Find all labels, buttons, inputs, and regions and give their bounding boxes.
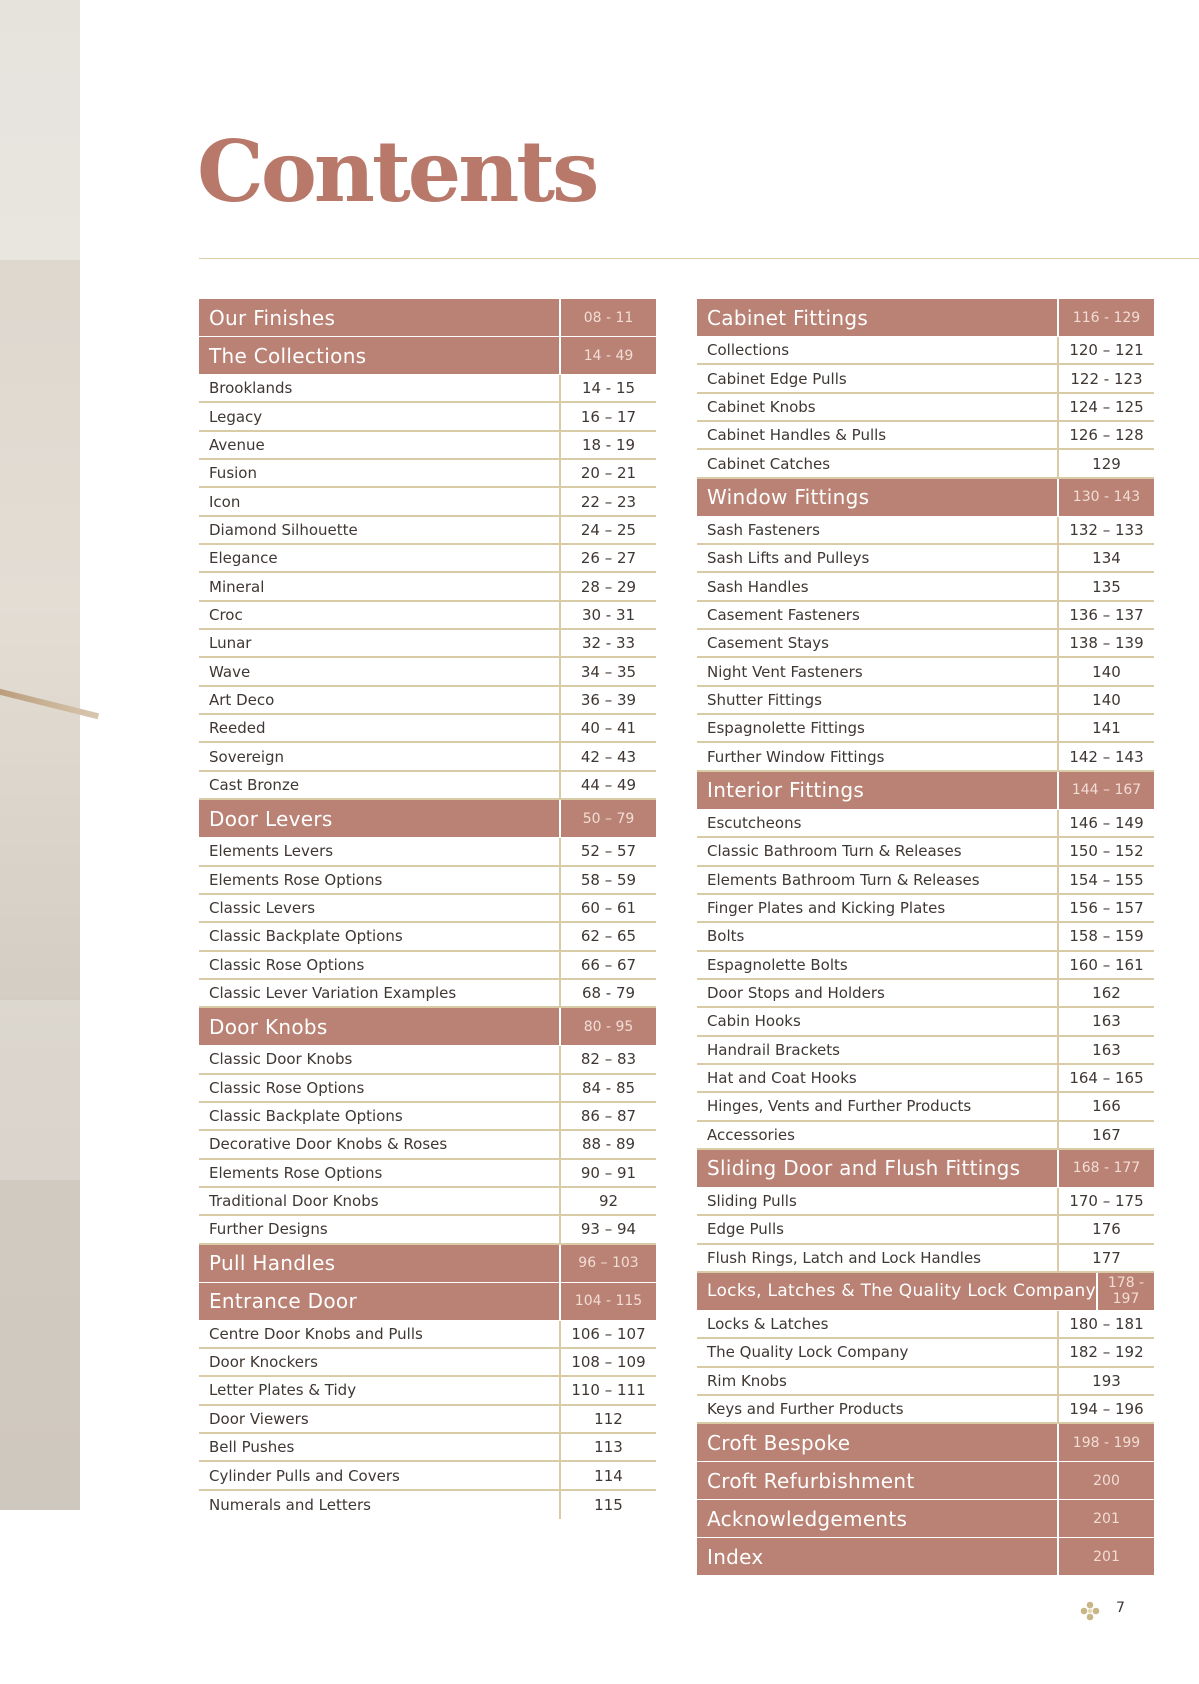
brand-emblem-icon — [1080, 1601, 1100, 1621]
entry-title: Cabinet Catches — [707, 454, 831, 473]
entry-title: Edge Pulls — [707, 1220, 784, 1239]
page-range: 140 — [1057, 687, 1154, 713]
toc-entry-row[interactable] — [697, 1216, 1154, 1244]
entry-title: Bolts — [707, 927, 745, 946]
page-range: 116 - 129 — [1057, 299, 1154, 336]
page-range: 193 — [1057, 1368, 1154, 1394]
toc-entry-row[interactable] — [697, 1188, 1154, 1216]
entry-title: Lunar — [209, 634, 252, 653]
toc-entry-row[interactable] — [697, 810, 1154, 838]
toc-entry-row[interactable] — [697, 658, 1154, 686]
page-range: 176 — [1057, 1216, 1154, 1242]
page-range: 112 — [559, 1406, 656, 1432]
entry-title: Fusion — [209, 464, 257, 483]
page-range: 150 – 152 — [1057, 838, 1154, 864]
page-range: 194 – 196 — [1057, 1396, 1154, 1422]
entry-title: Classic Backplate Options — [209, 927, 403, 946]
entry-title: Door Knockers — [209, 1353, 318, 1372]
toc-entry-row[interactable] — [697, 337, 1154, 365]
entry-title: Accessories — [707, 1125, 795, 1144]
entry-title: Rim Knobs — [707, 1371, 787, 1390]
page-range: 162 — [1057, 980, 1154, 1006]
page-range: 122 - 123 — [1057, 365, 1154, 391]
toc-section-row[interactable] — [697, 1538, 1154, 1575]
page-range: 60 – 61 — [559, 895, 656, 921]
page-range: 120 – 121 — [1057, 337, 1154, 363]
toc-entry-row[interactable] — [697, 687, 1154, 715]
page-range: 110 – 111 — [559, 1377, 656, 1403]
entry-title: Escutcheons — [707, 813, 802, 832]
entry-title: Casement Fasteners — [707, 605, 860, 624]
toc-entry-row[interactable] — [199, 1462, 656, 1490]
toc-entry-row[interactable] — [697, 602, 1154, 630]
toc-entry-row[interactable] — [697, 1093, 1154, 1121]
entry-title: Further Designs — [209, 1220, 328, 1239]
page-range: 22 – 23 — [559, 488, 656, 514]
page-range: 178 - 197 — [1096, 1273, 1154, 1310]
page-range: 88 - 89 — [559, 1131, 656, 1157]
entry-title: Keys and Further Products — [707, 1400, 904, 1419]
section-title: Locks, Latches & The Quality Lock Company — [707, 1281, 1096, 1302]
toc-entry-row[interactable] — [199, 1321, 656, 1349]
section-title: Pull Handles — [209, 1251, 336, 1276]
section-title: Door Knobs — [209, 1014, 328, 1039]
page-range: 16 – 17 — [559, 403, 656, 429]
page-range: 138 – 139 — [1057, 630, 1154, 656]
toc-left-column — [199, 299, 656, 1519]
toc-entry-row[interactable] — [199, 602, 656, 630]
page-range: 163 — [1057, 1037, 1154, 1063]
entry-title: Letter Plates & Tidy — [209, 1381, 357, 1400]
entry-title: Sash Handles — [707, 577, 809, 596]
page-range: 104 - 115 — [559, 1283, 656, 1320]
entry-title: Door Stops and Holders — [707, 984, 885, 1003]
toc-entry-row[interactable] — [697, 923, 1154, 951]
toc-entry-row[interactable] — [697, 450, 1154, 478]
toc-entry-row[interactable] — [199, 658, 656, 686]
toc-entry-row[interactable] — [697, 1037, 1154, 1065]
page-range: 142 – 143 — [1057, 743, 1154, 769]
toc-entry-row[interactable] — [697, 1311, 1154, 1339]
page-range: 106 – 107 — [559, 1321, 656, 1347]
page-range: 26 – 27 — [559, 545, 656, 571]
page-range: 84 - 85 — [559, 1075, 656, 1101]
toc-section-row[interactable] — [199, 337, 656, 374]
page-range: 154 – 155 — [1057, 867, 1154, 893]
page-range: 130 - 143 — [1057, 479, 1154, 516]
entry-title: Casement Stays — [707, 634, 829, 653]
toc-entry-row[interactable] — [697, 1245, 1154, 1273]
toc-entry-row[interactable] — [697, 838, 1154, 866]
entry-title: Night Vent Fasteners — [707, 662, 863, 681]
page-range: 113 — [559, 1434, 656, 1460]
page-range: 140 — [1057, 658, 1154, 684]
toc-entry-row[interactable] — [697, 952, 1154, 980]
page-title: Contents — [197, 122, 597, 221]
entry-title: Elements Rose Options — [209, 1163, 383, 1182]
section-title: Cabinet Fittings — [707, 305, 869, 330]
photo-highlight — [0, 0, 80, 260]
toc-entry-row[interactable] — [199, 743, 656, 771]
toc-entry-row[interactable] — [697, 1368, 1154, 1396]
entry-title: Wave — [209, 662, 251, 681]
entry-title: Handrail Brackets — [707, 1040, 840, 1059]
title-divider — [199, 258, 1199, 259]
toc-section-row[interactable] — [697, 299, 1154, 336]
entry-title: Croc — [209, 605, 243, 624]
entry-title: Classic Rose Options — [209, 955, 365, 974]
entry-title: Icon — [209, 492, 241, 511]
toc-section-row[interactable] — [697, 479, 1154, 516]
toc-entry-row[interactable] — [697, 422, 1154, 450]
entry-title: Diamond Silhouette — [209, 520, 358, 539]
entry-title: Classic Lever Variation Examples — [209, 984, 457, 1003]
page-range: 58 – 59 — [559, 867, 656, 893]
photo-highlight — [0, 1000, 80, 1180]
toc-entry-row[interactable] — [199, 1131, 656, 1159]
entry-title: Sovereign — [209, 747, 285, 766]
page-range: 68 - 79 — [559, 980, 656, 1006]
page-range: 201 — [1057, 1538, 1154, 1575]
toc-entry-row[interactable] — [199, 1491, 656, 1519]
entry-title: Classic Door Knobs — [209, 1050, 353, 1069]
entry-title: Mineral — [209, 577, 265, 596]
page-range: 18 - 19 — [559, 432, 656, 458]
entry-title: Espagnolette Fittings — [707, 719, 865, 738]
toc-entry-row[interactable] — [199, 1406, 656, 1434]
section-title: Acknowledgements — [707, 1506, 908, 1531]
page-range: 82 – 83 — [559, 1046, 656, 1072]
toc-section-row[interactable] — [199, 800, 656, 837]
toc-section-row[interactable] — [199, 1245, 656, 1282]
toc-entry-row[interactable] — [697, 980, 1154, 1008]
entry-title: Classic Backplate Options — [209, 1107, 403, 1126]
toc-section-row[interactable] — [199, 299, 656, 336]
page-range: 180 – 181 — [1057, 1311, 1154, 1337]
entry-title: Cabinet Edge Pulls — [707, 369, 847, 388]
entry-title: Avenue — [209, 435, 265, 454]
toc-section-row[interactable] — [697, 1424, 1154, 1461]
section-title: The Collections — [209, 343, 367, 368]
toc-entry-row[interactable] — [697, 517, 1154, 545]
page-range: 32 - 33 — [559, 630, 656, 656]
section-title: Sliding Door and Flush Fittings — [707, 1156, 1021, 1181]
page-range: 160 – 161 — [1057, 952, 1154, 978]
toc-entry-row[interactable] — [697, 715, 1154, 743]
entry-title: Elements Rose Options — [209, 870, 383, 889]
page-range: 93 – 94 — [559, 1216, 656, 1242]
entry-title: Elements Levers — [209, 842, 334, 861]
page-range: 170 – 175 — [1057, 1188, 1154, 1214]
entry-title: Centre Door Knobs and Pulls — [209, 1324, 423, 1343]
toc-section-row[interactable] — [697, 1150, 1154, 1187]
entry-title: Flush Rings, Latch and Lock Handles — [707, 1248, 981, 1267]
page-range: 200 — [1057, 1462, 1154, 1499]
toc-entry-row[interactable] — [199, 432, 656, 460]
toc-entry-row[interactable] — [199, 1349, 656, 1377]
toc-right-column — [697, 299, 1154, 1576]
entry-title: Legacy — [209, 407, 263, 426]
toc-entry-row[interactable] — [697, 394, 1154, 422]
page-range: 198 - 199 — [1057, 1424, 1154, 1461]
page-range: 30 - 31 — [559, 602, 656, 628]
toc-entry-row[interactable] — [199, 1103, 656, 1131]
entry-title: Elegance — [209, 549, 278, 568]
page-range: 136 – 137 — [1057, 602, 1154, 628]
page-range: 108 – 109 — [559, 1349, 656, 1375]
toc-entry-row[interactable] — [697, 630, 1154, 658]
toc-entry-row[interactable] — [697, 743, 1154, 771]
page-range: 129 — [1057, 450, 1154, 476]
page-range: 50 – 79 — [559, 800, 656, 837]
entry-title: Art Deco — [209, 690, 275, 709]
toc-entry-row[interactable] — [199, 488, 656, 516]
page-range: 62 – 65 — [559, 923, 656, 949]
page-range: 66 – 67 — [559, 952, 656, 978]
entry-title: Numerals and Letters — [209, 1495, 371, 1514]
entry-title: Sash Fasteners — [707, 520, 820, 539]
toc-entry-row[interactable] — [199, 1160, 656, 1188]
page-range: 34 – 35 — [559, 658, 656, 684]
entry-title: Classic Levers — [209, 899, 316, 918]
page-range: 182 – 192 — [1057, 1339, 1154, 1365]
side-photo — [0, 0, 80, 1510]
entry-title: Cylinder Pulls and Covers — [209, 1466, 400, 1485]
toc-entry-row[interactable] — [199, 460, 656, 488]
toc-entry-row[interactable] — [199, 687, 656, 715]
toc-entry-row[interactable] — [199, 1188, 656, 1216]
toc-entry-row[interactable] — [697, 1122, 1154, 1150]
page-range: 146 – 149 — [1057, 810, 1154, 836]
toc-section-row[interactable] — [199, 1008, 656, 1045]
toc-section-row[interactable] — [697, 1462, 1154, 1499]
section-title: Index — [707, 1544, 764, 1569]
entry-title: Further Window Fittings — [707, 747, 885, 766]
toc-entry-row[interactable] — [199, 1434, 656, 1462]
toc-entry-row[interactable] — [199, 375, 656, 403]
section-title: Croft Bespoke — [707, 1430, 851, 1455]
entry-title: Decorative Door Knobs & Roses — [209, 1135, 448, 1154]
toc-entry-row[interactable] — [199, 573, 656, 601]
page-range: 44 – 49 — [559, 772, 656, 798]
page-range: 42 – 43 — [559, 743, 656, 769]
page-range: 141 — [1057, 715, 1154, 741]
page-range: 135 — [1057, 573, 1154, 599]
entry-title: Classic Bathroom Turn & Releases — [707, 842, 962, 861]
page-range: 96 – 103 — [559, 1245, 656, 1282]
toc-entry-row[interactable] — [199, 772, 656, 800]
toc-entry-row[interactable] — [697, 545, 1154, 573]
section-title: Croft Refurbishment — [707, 1468, 915, 1493]
page-range: 40 – 41 — [559, 715, 656, 741]
entry-title: Hinges, Vents and Further Products — [707, 1097, 972, 1116]
toc-entry-row[interactable] — [697, 365, 1154, 393]
page-range: 114 — [559, 1462, 656, 1488]
section-title: Entrance Door — [209, 1289, 357, 1314]
page-range: 158 – 159 — [1057, 923, 1154, 949]
photo-wood-streak — [0, 687, 99, 719]
section-title: Door Levers — [209, 806, 333, 831]
entry-title: Locks & Latches — [707, 1315, 829, 1334]
page-range: 201 — [1057, 1500, 1154, 1537]
toc-entry-row[interactable] — [199, 895, 656, 923]
page-range: 14 - 15 — [559, 375, 656, 401]
page-range: 52 – 57 — [559, 838, 656, 864]
entry-title: Cast Bronze — [209, 775, 300, 794]
page-range: 36 – 39 — [559, 687, 656, 713]
entry-title: Classic Rose Options — [209, 1078, 365, 1097]
page-range: 132 – 133 — [1057, 517, 1154, 543]
page-range: 163 — [1057, 1008, 1154, 1034]
page-range: 28 – 29 — [559, 573, 656, 599]
toc-entry-row[interactable] — [199, 545, 656, 573]
page-range: 134 — [1057, 545, 1154, 571]
toc-entry-row[interactable] — [697, 1396, 1154, 1424]
entry-title: Shutter Fittings — [707, 690, 822, 709]
toc-entry-row[interactable] — [199, 867, 656, 895]
page-range: 24 – 25 — [559, 517, 656, 543]
toc-entry-row[interactable] — [697, 867, 1154, 895]
entry-title: Finger Plates and Kicking Plates — [707, 899, 946, 918]
page-range: 80 - 95 — [559, 1008, 656, 1045]
page-range: 144 – 167 — [1057, 772, 1154, 809]
page-range: 166 — [1057, 1093, 1154, 1119]
page-range: 14 - 49 — [559, 337, 656, 374]
toc-entry-row[interactable] — [199, 1377, 656, 1405]
entry-title: Bell Pushes — [209, 1438, 295, 1457]
toc-entry-row[interactable] — [199, 517, 656, 545]
page-range: 86 – 87 — [559, 1103, 656, 1129]
toc-entry-row[interactable] — [199, 403, 656, 431]
entry-title: Cabin Hooks — [707, 1012, 801, 1031]
page-range: 20 – 21 — [559, 460, 656, 486]
toc-entry-row[interactable] — [697, 573, 1154, 601]
section-title: Interior Fittings — [707, 778, 865, 803]
entry-title: Cabinet Knobs — [707, 397, 816, 416]
page-range: 164 – 165 — [1057, 1065, 1154, 1091]
page-range: 168 - 177 — [1057, 1150, 1154, 1187]
toc-section-row[interactable] — [697, 772, 1154, 809]
toc-entry-row[interactable] — [199, 630, 656, 658]
page-range: 124 – 125 — [1057, 394, 1154, 420]
toc-entry-row[interactable] — [199, 952, 656, 980]
page-range: 177 — [1057, 1245, 1154, 1271]
toc-entry-row[interactable] — [199, 838, 656, 866]
toc-entry-row[interactable] — [697, 1008, 1154, 1036]
entry-title: Cabinet Handles & Pulls — [707, 426, 887, 445]
entry-title: Door Viewers — [209, 1409, 309, 1428]
entry-title: Traditional Door Knobs — [209, 1192, 379, 1211]
toc-entry-row[interactable] — [199, 1046, 656, 1074]
section-title: Our Finishes — [209, 305, 336, 330]
page-range: 126 – 128 — [1057, 422, 1154, 448]
toc-section-row[interactable] — [697, 1273, 1154, 1310]
entry-title: Sliding Pulls — [707, 1192, 797, 1211]
toc-entry-row[interactable] — [199, 923, 656, 951]
toc-section-row[interactable] — [697, 1500, 1154, 1537]
page-range: 115 — [559, 1491, 656, 1519]
entry-title: Collections — [707, 341, 790, 360]
page-number: 7 — [1116, 1600, 1125, 1616]
entry-title: Elements Bathroom Turn & Releases — [707, 870, 980, 889]
page-range: 167 — [1057, 1122, 1154, 1148]
entry-title: The Quality Lock Company — [707, 1343, 909, 1362]
toc-entry-row[interactable] — [199, 980, 656, 1008]
entry-title: Hat and Coat Hooks — [707, 1069, 857, 1088]
toc-entry-row[interactable] — [199, 1075, 656, 1103]
page-range: 156 – 157 — [1057, 895, 1154, 921]
toc-entry-row[interactable] — [199, 1216, 656, 1244]
toc-section-row[interactable] — [199, 1283, 656, 1320]
toc-entry-row[interactable] — [199, 715, 656, 743]
section-title: Window Fittings — [707, 485, 870, 510]
toc-entry-row[interactable] — [697, 895, 1154, 923]
entry-title: Brooklands — [209, 379, 293, 398]
entry-title: Sash Lifts and Pulleys — [707, 549, 870, 568]
toc-entry-row[interactable] — [697, 1065, 1154, 1093]
entry-title: Reeded — [209, 719, 266, 738]
page-range: 92 — [559, 1188, 656, 1214]
toc-entry-row[interactable] — [697, 1339, 1154, 1367]
page-range: 90 – 91 — [559, 1160, 656, 1186]
page-range: 08 - 11 — [559, 299, 656, 336]
entry-title: Espagnolette Bolts — [707, 955, 848, 974]
